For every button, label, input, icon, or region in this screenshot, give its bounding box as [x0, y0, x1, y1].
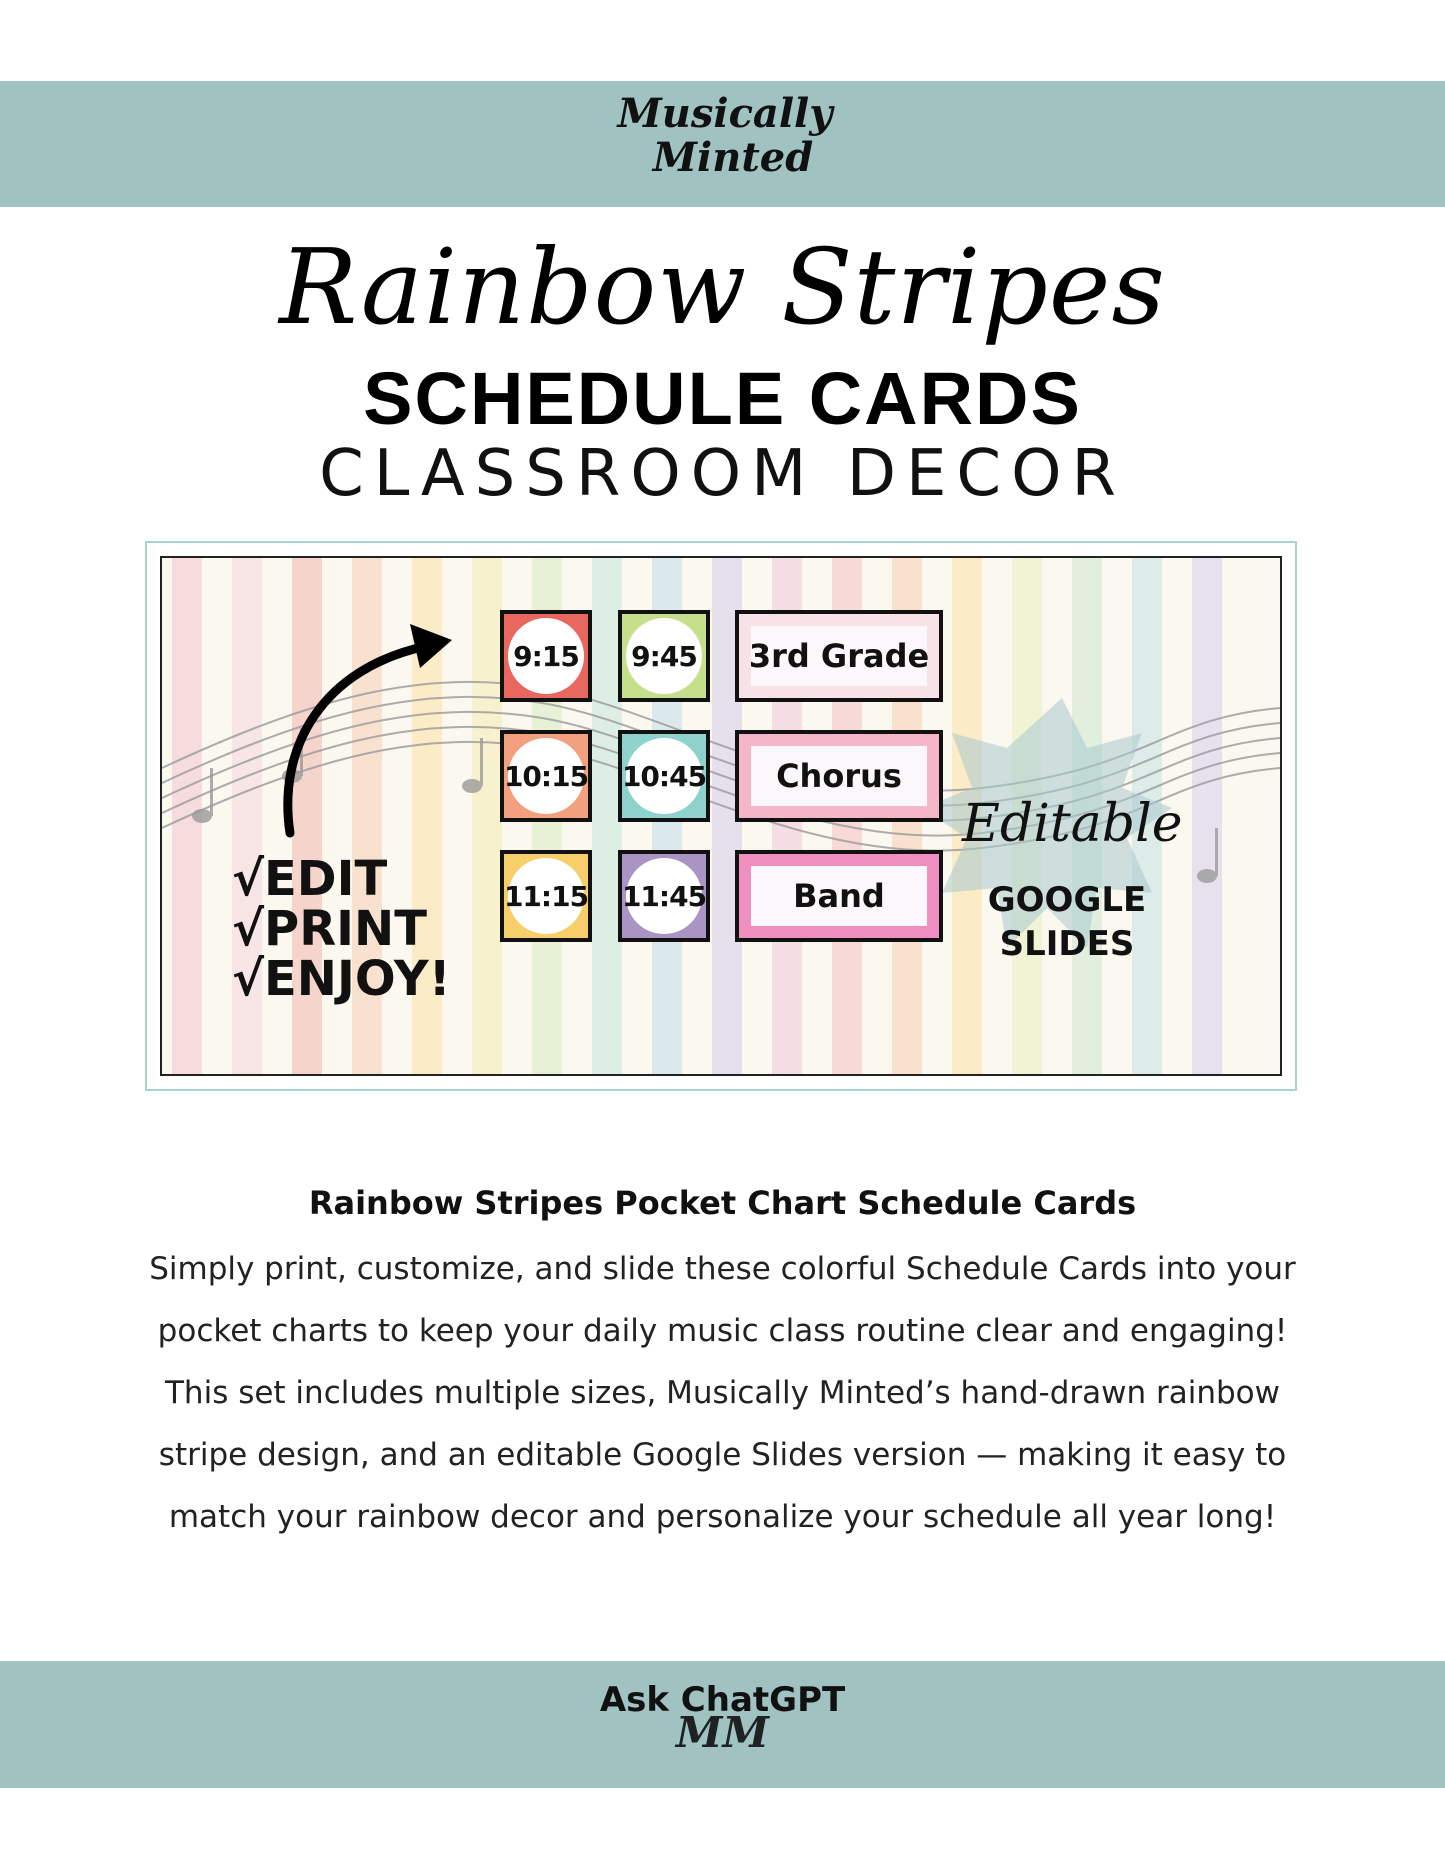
- time-card-label: 11:15: [508, 858, 584, 934]
- editable-label: Editable: [962, 794, 1183, 854]
- time-card-label: 10:15: [508, 738, 584, 814]
- time-card-3: [618, 730, 710, 822]
- time-card-label: 9:45: [626, 618, 702, 694]
- google-slides-line: GOOGLE: [987, 880, 1147, 920]
- title-script: Rainbow Stripes: [279, 226, 1166, 348]
- checklist-item: √EDIT: [232, 851, 388, 907]
- brand-logo: [560, 92, 890, 180]
- checklist-item: √ENJOY!: [232, 951, 451, 1007]
- checklist-item: √PRINT: [232, 901, 427, 957]
- ask-chatgpt-link[interactable]: Ask ChatGPT: [599, 1680, 846, 1720]
- time-card-1: [618, 610, 710, 702]
- label-card-text: 3rd Grade: [748, 637, 930, 675]
- time-card-label: 9:15: [508, 618, 584, 694]
- time-card-label: 10:45: [626, 738, 702, 814]
- time-card-0: [500, 610, 592, 702]
- monogram-logo: MM: [676, 1708, 769, 1757]
- feature-checklist: [232, 851, 451, 1007]
- logo-line-1: Musically: [617, 90, 833, 137]
- label-card-0: [735, 610, 943, 702]
- note-head: [192, 809, 212, 823]
- note-stem: [210, 768, 213, 816]
- time-card-2: [500, 730, 592, 822]
- note-head: [1197, 869, 1217, 883]
- description-body: Simply print, customize, and slide these colorful Schedule Cards into your pocket charts to keep your daily music class routine clear and engaging! This set includes multiple sizes, Musically Minted’s hand-drawn rainbow stripe design, and an editable Google Slides version — making it easy to match your rainbow decor and personalize your schedule all year long!: [149, 1251, 1296, 1535]
- title-main: SCHEDULE CARDS: [363, 357, 1082, 440]
- note-stem: [1215, 828, 1218, 876]
- google-slides-line: SLIDES: [999, 924, 1135, 964]
- stripe: [472, 558, 502, 1074]
- stripe: [1192, 558, 1222, 1074]
- label-card-2: [735, 850, 943, 942]
- note-head: [462, 779, 482, 793]
- time-card-label: 11:45: [626, 858, 702, 934]
- note-stem: [480, 738, 483, 786]
- description-title: Rainbow Stripes Pocket Chart Schedule Cards: [308, 1184, 1137, 1222]
- title-sub: CLASSROOM DECOR: [319, 437, 1126, 511]
- label-card-text: Band: [793, 877, 885, 915]
- logo-line-2: Minted: [652, 134, 814, 181]
- label-card-text: Chorus: [776, 757, 902, 795]
- google-slides-label: [952, 878, 1182, 966]
- product-preview: [160, 556, 1282, 1076]
- time-card-5: [618, 850, 710, 942]
- time-card-4: [500, 850, 592, 942]
- label-card-1: [735, 730, 943, 822]
